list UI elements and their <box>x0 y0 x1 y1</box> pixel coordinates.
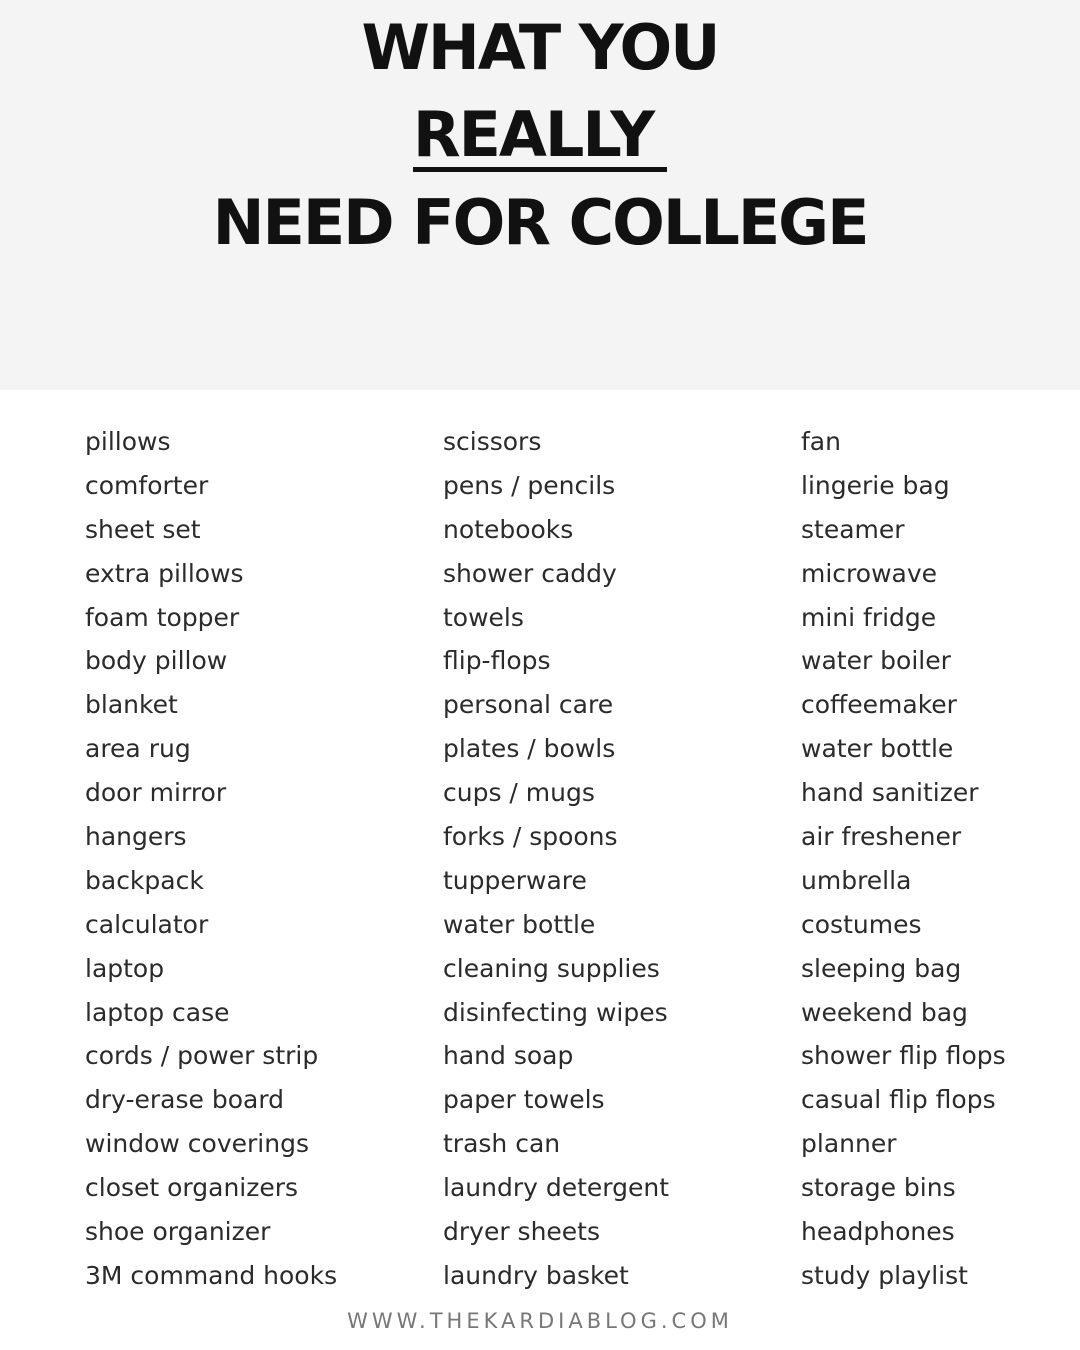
list-item: 3M command hooks <box>85 1260 338 1290</box>
list-item: dry-erase board <box>85 1085 285 1115</box>
list-item: study playlist <box>801 1260 968 1290</box>
list-item: laundry detergent <box>443 1173 670 1203</box>
list-item: laundry basket <box>443 1260 629 1290</box>
list-item: cleaning supplies <box>443 953 660 983</box>
list-item: umbrella <box>801 865 912 895</box>
website-url: WWW.THEKARDIABLOG.COM <box>347 1309 733 1333</box>
list-item: personal care <box>443 690 614 720</box>
title-line-2 <box>0 98 1080 172</box>
list-item: tupperware <box>443 865 587 895</box>
title-line-1: WHAT YOU <box>361 11 719 84</box>
list-item: water bottle <box>801 734 954 764</box>
list-item: window coverings <box>85 1129 309 1159</box>
title-emphasis-really: REALLY <box>413 104 667 172</box>
list-item: storage bins <box>801 1173 956 1203</box>
list-item: shower caddy <box>443 558 617 588</box>
list-item: shower flip flops <box>801 1041 1006 1071</box>
list-item: costumes <box>801 909 922 939</box>
list-item: plates / bowls <box>443 734 616 764</box>
list-item: trash can <box>443 1129 561 1159</box>
list-item: flip-flops <box>443 646 551 676</box>
list-item: pens / pencils <box>443 470 616 500</box>
list-item: hand sanitizer <box>801 778 979 808</box>
list-item: fan <box>801 427 841 456</box>
title-banner <box>0 0 1080 390</box>
list-item: water boiler <box>801 646 951 676</box>
list-item: water bottle <box>443 909 596 939</box>
list-item: calculator <box>85 909 209 939</box>
list-item: hangers <box>85 822 187 852</box>
list-item: disinfecting wipes <box>443 997 668 1027</box>
list-item: cups / mugs <box>443 778 595 808</box>
list-item: weekend bag <box>801 997 968 1027</box>
list-item: hand soap <box>443 1041 574 1071</box>
list-item: scissors <box>443 427 542 456</box>
list-item: sleeping bag <box>801 953 962 983</box>
list-item: closet organizers <box>85 1173 299 1203</box>
list-item: extra pillows <box>85 558 244 588</box>
list-item: mini fridge <box>801 602 937 632</box>
list-item: blanket <box>85 690 178 720</box>
list-item: casual flip flops <box>801 1085 996 1115</box>
list-item: paper towels <box>443 1085 605 1115</box>
list-item: shoe organizer <box>85 1217 271 1247</box>
list-item: forks / spoons <box>443 822 618 852</box>
list-item: lingerie bag <box>801 470 950 500</box>
list-item: cords / power strip <box>85 1041 319 1071</box>
list-item: microwave <box>801 558 938 588</box>
list-item: dryer sheets <box>443 1217 601 1247</box>
list-item: air freshener <box>801 822 962 852</box>
list-item: backpack <box>85 865 204 895</box>
list-item: door mirror <box>85 778 227 808</box>
list-item: planner <box>801 1129 897 1159</box>
list-item: comforter <box>85 470 209 500</box>
list-item: foam topper <box>85 602 240 632</box>
list-item: steamer <box>801 514 905 544</box>
list-item: laptop <box>85 953 165 983</box>
list-item: pillows <box>85 427 171 456</box>
title-line-3: NEED FOR COLLEGE <box>212 186 868 259</box>
list-item: sheet set <box>85 514 201 544</box>
list-item: laptop case <box>85 997 230 1027</box>
list-item: body pillow <box>85 646 228 676</box>
list-item: notebooks <box>443 514 574 544</box>
checklist-column-2 <box>443 420 669 1298</box>
checklist-column-1 <box>85 420 337 1298</box>
list-item: area rug <box>85 734 191 764</box>
checklist-column-3 <box>801 420 1006 1298</box>
list-item: towels <box>443 602 524 632</box>
list-item: coffeemaker <box>801 690 957 720</box>
list-item: headphones <box>801 1217 955 1247</box>
